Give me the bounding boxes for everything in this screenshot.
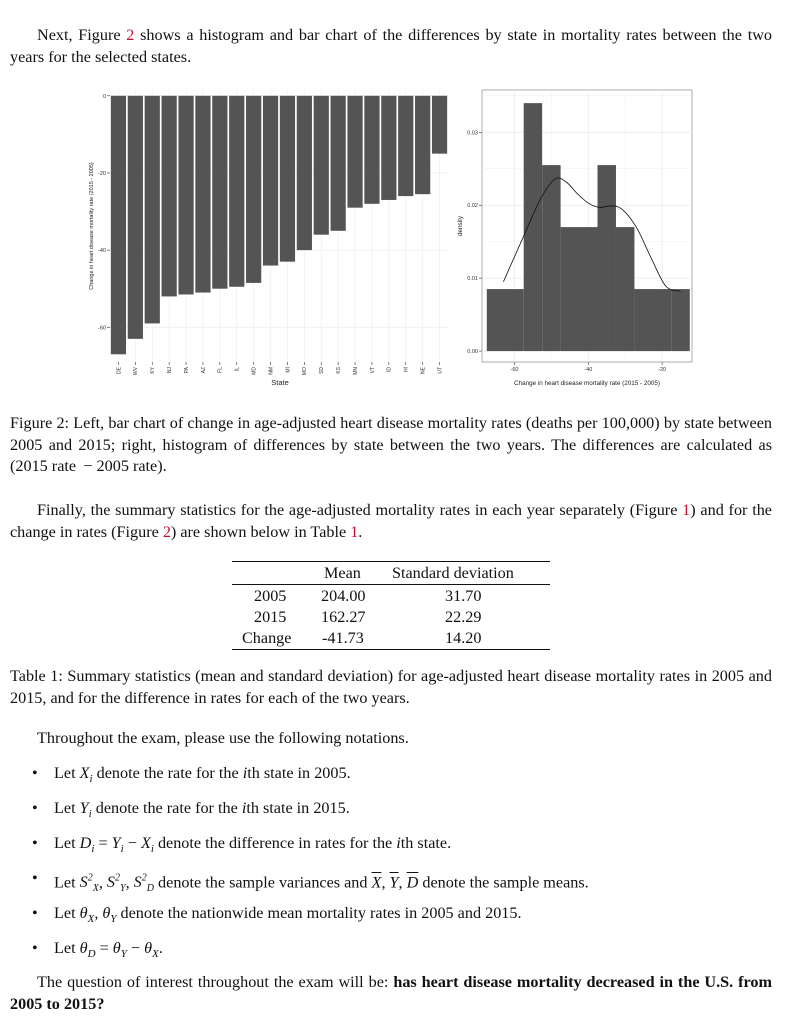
histogram xyxy=(457,90,692,387)
table-ref[interactable]: 1 xyxy=(350,522,359,541)
y-tick-label: 0.03 xyxy=(467,130,478,137)
bullet-marker: • xyxy=(32,869,38,887)
figure-ref[interactable]: 1 xyxy=(682,501,691,519)
x-tick-label: MI xyxy=(285,367,292,373)
x-tick-label: -20 xyxy=(658,367,667,373)
y-tick-label: 0.00 xyxy=(467,349,478,356)
x-tick-label: WV xyxy=(133,367,140,376)
x-tick-label: IL xyxy=(234,367,241,372)
x-tick-label: KY xyxy=(150,367,157,374)
table-cell-mean: -41.73 xyxy=(322,629,364,647)
bar-chart-y-ticks xyxy=(98,94,110,331)
bar-chart-x-label: State xyxy=(271,378,289,387)
bar-ks xyxy=(331,96,346,231)
histogram-y-label: density xyxy=(457,216,464,236)
table-mid-rule xyxy=(232,584,550,585)
table-caption: Table 1: Summary statistics (mean and standard deviation) for age-adjusted heart disease mortality rates in 2005 and 2015, and for the difference in rates for each of the two years. xyxy=(10,667,772,707)
bullet-marker: • xyxy=(32,939,38,957)
y-tick-label: 0.02 xyxy=(467,203,478,210)
bullet-marker: • xyxy=(32,799,38,817)
y-tick-label: -40 xyxy=(98,248,106,255)
table-header-sd: Standard deviation xyxy=(392,564,514,582)
table-row-label: 2015 xyxy=(254,608,287,626)
bar-hi xyxy=(398,96,413,196)
histogram-bin xyxy=(487,289,524,351)
bar-nj xyxy=(162,96,177,297)
intro-paragraph: Next, Figure 2 shows a histogram and bar chart of the differences by state in mortality rates between the two years for the selected states. xyxy=(10,26,772,66)
bar-chart xyxy=(89,90,448,387)
bar-chart-x-ticks xyxy=(116,362,443,375)
bar-il xyxy=(229,96,244,287)
y-tick-label: 0 xyxy=(102,93,106,100)
table-header-mean: Mean xyxy=(324,564,361,582)
bar-az xyxy=(195,96,210,293)
bar-ut xyxy=(432,96,447,154)
x-tick-label: FL xyxy=(217,367,224,373)
figure-caption: Figure 2: Left, bar chart of change in age-adjusted heart disease mortality rates (deaths per 100,000) by state between 2005 and 2015; right, histogram of differences by state between the two years. The differences are calculated as (2015 rate − 2005 rate). xyxy=(10,414,772,475)
bar-wv xyxy=(128,96,143,339)
bar-md xyxy=(246,96,261,283)
closing-paragraph: The question of interest throughout the exam will be: has heart disease mortality decreased in the U.S. from 2005 to 2015? xyxy=(10,973,773,1013)
x-tick-label: -40 xyxy=(584,367,593,373)
bar-mi xyxy=(280,96,295,262)
table-cell-mean: 204.00 xyxy=(321,587,366,605)
x-tick-label: UT xyxy=(437,367,444,374)
notation-item: Let $X_i$ denote the rate for the ith state in 2005. xyxy=(54,764,351,786)
figure-2 xyxy=(84,86,700,392)
table-top-rule xyxy=(232,561,550,562)
figure-ref[interactable]: 2 xyxy=(162,522,171,541)
histogram-x-label: Change in heart disease mortality rate (2015 - 2005) xyxy=(514,380,660,387)
bar-chart-y-label: Change in heart disease mortality rate (2015 - 2005) xyxy=(89,162,95,290)
bar-pa xyxy=(178,96,193,295)
notation-item: Let $\theta_D = \theta_Y - \theta_X$. xyxy=(54,939,163,961)
bar-vt xyxy=(364,96,379,204)
table-bottom-rule xyxy=(232,649,550,650)
x-tick-label: NE xyxy=(420,367,427,374)
x-tick-label: MO xyxy=(302,367,309,376)
bullet-marker: • xyxy=(32,904,38,922)
x-tick-label: -60 xyxy=(510,367,519,373)
table-row-label: 2005 xyxy=(254,587,287,605)
bar-id xyxy=(381,96,396,200)
notation-item: Let $D_i = Y_i - X_i$ denote the difference in rates for the ith state. xyxy=(54,834,452,856)
bar-mo xyxy=(297,96,312,250)
bar-de xyxy=(111,96,126,354)
table-cell-sd: 14.20 xyxy=(445,629,482,647)
x-tick-label: SD xyxy=(319,367,326,374)
x-tick-label: AZ xyxy=(200,367,207,374)
histogram-bin xyxy=(542,165,560,351)
bar-fl xyxy=(212,96,227,289)
x-tick-label: ID xyxy=(386,367,393,372)
bar-sd xyxy=(314,96,329,235)
notation-item: Let $S^2_X$, $S^2_Y$, $S^2_D$ denote the sample variances and $\overline{X}$, $\overline{Y}$, $\overline{D}$ denote the sample means. xyxy=(54,873,589,895)
bar-ne xyxy=(415,96,430,194)
bullet-marker: • xyxy=(32,834,38,852)
x-tick-label: VT xyxy=(369,367,376,374)
final-paragraph: Finally, the summary statistics for the age-adjusted mortality rates in each year separately (Figure 1) and for the change in rates (Figure 2) are shown below in Table 1. xyxy=(10,501,772,541)
bullet-marker: • xyxy=(32,764,38,782)
histogram-bin xyxy=(561,227,598,351)
x-tick-label: HI xyxy=(403,367,410,372)
histogram-bin xyxy=(634,289,671,351)
x-tick-label: NJ xyxy=(166,367,173,374)
x-tick-label: PA xyxy=(183,367,190,374)
bar-chart-panel xyxy=(110,90,448,362)
y-tick-label: -60 xyxy=(98,325,106,332)
y-tick-label: 0.01 xyxy=(467,276,478,283)
histogram-x-ticks xyxy=(511,362,667,373)
table-cell-sd: 31.70 xyxy=(445,587,482,605)
histogram-bin xyxy=(616,227,634,351)
figure-ref[interactable]: 2 xyxy=(126,26,135,44)
histogram-y-ticks xyxy=(467,130,482,355)
table-cell-mean: 162.27 xyxy=(321,608,366,626)
research-question: has heart disease mortality decreased in the U.S. from 2005 to 2015? xyxy=(10,973,773,1013)
x-tick-label: MD xyxy=(251,367,258,375)
x-tick-label: KS xyxy=(335,367,342,374)
y-tick-label: -20 xyxy=(98,170,106,177)
x-tick-label: MN xyxy=(352,367,359,375)
notation-item: Let $Y_i$ denote the rate for the ith state in 2015. xyxy=(54,799,350,821)
bar-nm xyxy=(263,96,278,266)
x-tick-label: NM xyxy=(268,367,275,375)
bar-ky xyxy=(145,96,160,324)
table-row-label: Change xyxy=(242,629,292,647)
notations-intro: Throughout the exam, please use the following notations. xyxy=(37,729,409,747)
histogram-bin xyxy=(671,289,689,351)
x-tick-label: DE xyxy=(116,367,123,374)
notation-item: Let $\theta_X$, $\theta_Y$ denote the nationwide mean mortality rates in 2005 and 2015. xyxy=(54,904,522,926)
bar-mn xyxy=(347,96,362,208)
histogram-bin xyxy=(598,165,616,351)
table-cell-sd: 22.29 xyxy=(445,608,482,626)
histogram-bin xyxy=(524,103,542,351)
